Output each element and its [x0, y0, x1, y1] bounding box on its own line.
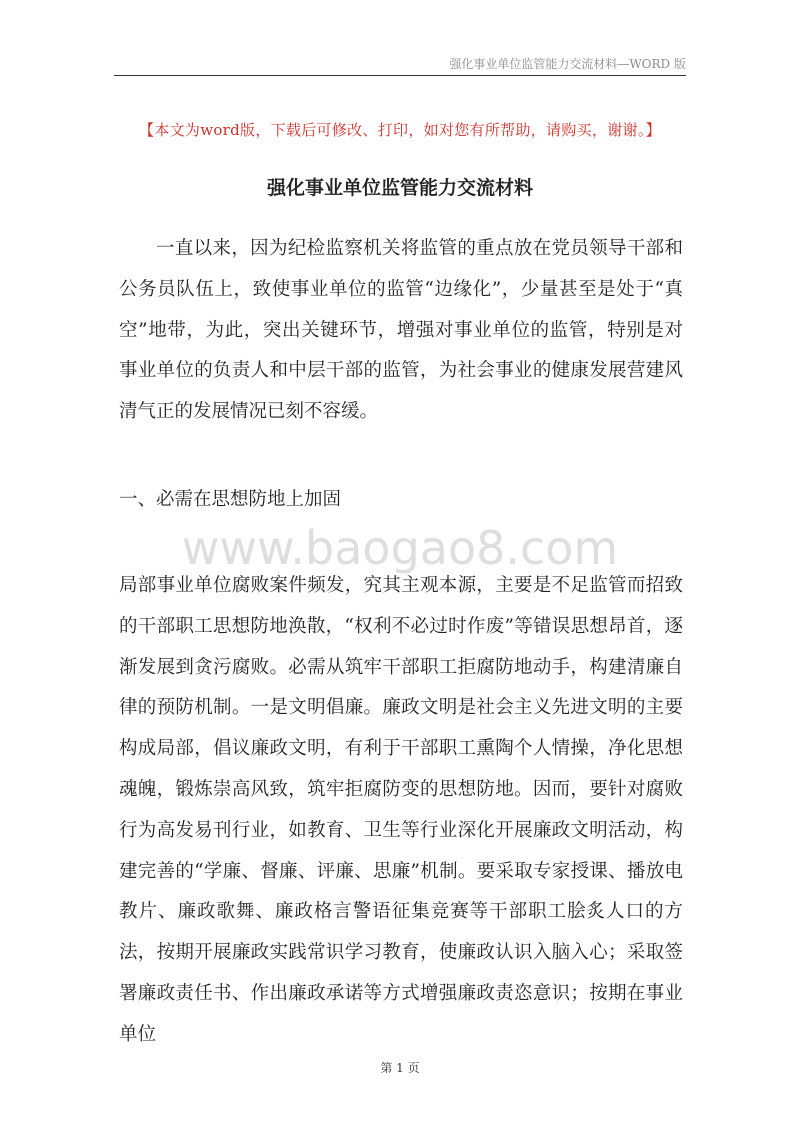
section-1-paragraph: 局部事业单位腐败案件频发，究其主观本源，主要是不足监管而招致的干部职工思想防地涣散，“权利不必过时作废”等错误思想昂首，逐渐发展到贪污腐败。必需从筑牢干部职工拒腐防地动手，构建清廉自律的预防机制。一是文明倡廉。廉政文明是社会主义先进文明的主要构成局部，倡议廉政文明，有利于干部职工熏陶个人情操，净化思想魂魄，锻炼崇高风致，筑牢拒腐防变的思想防地。因而，要针对腐败行为高发易刊行业，如教育、卫生等行业深化开展廉政文明活动，构建完善的“学廉、督廉、评廉、思廉”机制。要采取专家授课、播放电教片、廉政歌舞、廉政格言警语征集竞赛等干部职工脍炙人口的方法，按期开展廉政实践常识学习教育，使廉政认识入脑入心；采取签署廉政责任书、作出廉政承诺等方式增强廉政责恣意识；按期在事业单位 [119, 575, 683, 1045]
intro-paragraph: 一直以来，因为纪检监察机关将监管的重点放在党员领导干部和公务员队伍上，致使事业单位的监管“边缘化”，少量甚至是处于“真空”地带，为此，突出关键环节，增强对事业单位的监管，特别是对事业单位的负责人和中层干部的监管，为社会事业的健康发展营建风清气正的发展情况已刻不容缓。 [119, 238, 683, 423]
document-title: 强化事业单位监管能力交流材料 [266, 177, 533, 199]
section-heading-1: 一、必需在思想防地上加固 [119, 489, 342, 510]
running-header: 强化事业单位监管能力交流材料—WORD 版 [449, 57, 686, 71]
header-divider [114, 75, 686, 76]
download-notice: 【本文为word版，下载后可修改、打印，如对您有所帮助，请购买，谢谢。】 [139, 121, 661, 139]
watermark: www.baogao8.com [181, 521, 619, 575]
page-number: 第 1 页 [380, 1061, 420, 1075]
